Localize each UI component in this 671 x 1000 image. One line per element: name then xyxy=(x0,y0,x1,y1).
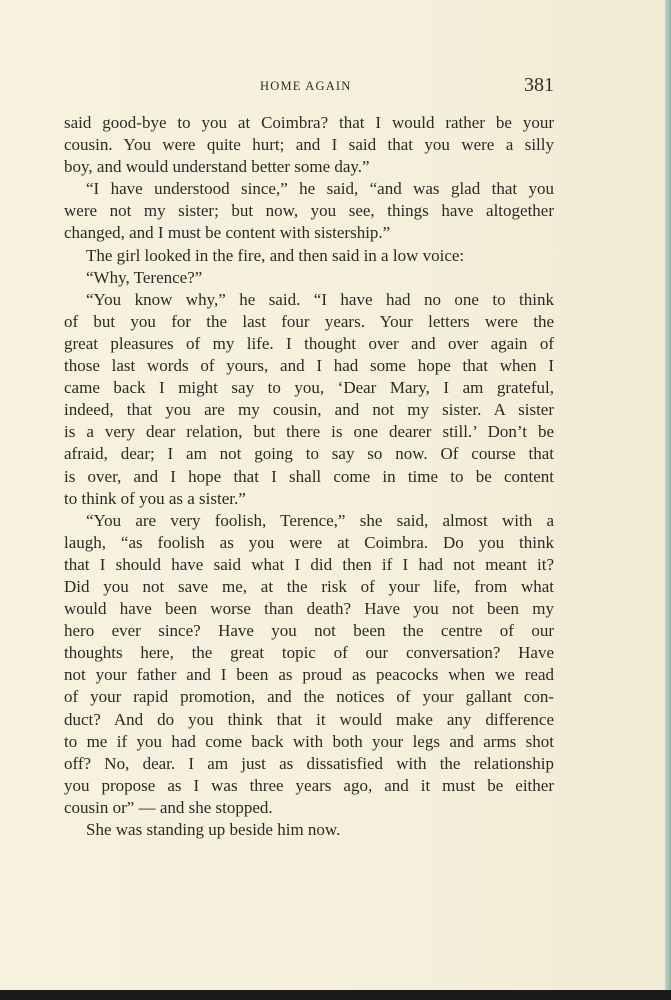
running-head: HOME AGAIN xyxy=(260,79,352,93)
text-line: of but you for the last four years. Your letters were the xyxy=(64,311,554,331)
text-line: great pleasures of my life. I thought over and over again of xyxy=(64,333,554,353)
text-line: of your rapid promotion, and the notices of your gallant con- xyxy=(64,687,554,707)
text-line: you propose as I was three years ago, and it must be either xyxy=(64,775,554,795)
text-line: afraid, dear; I am not going to say so now. Of course that xyxy=(64,444,554,464)
text-line: The girl looked in the fire, and then said in a low voice: xyxy=(86,245,465,265)
text-line: those last words of yours, and I had some hope that when I xyxy=(64,356,554,376)
text-line: “I have understood since,” he said, “and was glad that you xyxy=(86,179,554,199)
text-line: that I should have said what I did then if I had not meant it? xyxy=(64,554,554,574)
page-bottom-border xyxy=(0,990,671,1000)
text-line: She was standing up beside him now. xyxy=(86,820,341,839)
text-line: “You know why,” he said. “I have had no one to think xyxy=(86,289,554,309)
text-line: “Why, Terence?” xyxy=(86,267,203,287)
text-line: boy, and would understand better some day.” xyxy=(64,157,370,177)
page-edge xyxy=(665,0,671,1000)
text-line: to think of you as a sister.” xyxy=(64,488,246,508)
text-line: duct? And do you think that it would make any difference xyxy=(64,709,554,729)
text-line: is over, and I hope that I shall come in time to be content xyxy=(64,466,554,486)
text-line: would have been worse than death? Have you not been my xyxy=(64,599,554,619)
text-line: cousin or” — and she stopped. xyxy=(64,797,273,817)
text-line: Did you not save me, at the risk of your life, from what xyxy=(64,576,554,596)
text-line: “You are very foolish, Terence,” she said, almost with a xyxy=(86,510,554,530)
text-line: not your father and I been as proud as peacocks when we read xyxy=(64,665,554,685)
text-line: is a very dear relation, but there is one dearer still.’ Don’t be xyxy=(64,422,554,442)
text-line: thoughts here, the great topic of our conversation? Have xyxy=(64,643,554,663)
text-line: indeed, that you are my cousin, and not my sister. A sister xyxy=(64,400,554,420)
text-line: said good-bye to you at Coimbra? that I would rather be your xyxy=(64,113,554,132)
page-header xyxy=(60,76,554,100)
text-line: laugh, “as foolish as you were at Coimbra. Do you think xyxy=(64,532,554,552)
text-line: changed, and I must be content with sistership.” xyxy=(64,223,391,243)
text-line: were not my sister; but now, you see, things have altogether xyxy=(64,201,554,221)
text-line: came back I might say to you, ‘Dear Mary, I am grateful, xyxy=(64,378,554,398)
text-line: off? No, dear. I am just as dissatisfied with the relationship xyxy=(64,753,554,773)
body-text xyxy=(64,112,554,841)
text-line: to me if you had come back with both your legs and arms shot xyxy=(64,731,554,751)
text-line: hero ever since? Have you not been the centre of our xyxy=(64,621,554,641)
page-number: 381 xyxy=(524,74,554,96)
text-line: cousin. You were quite hurt; and I said that you were a silly xyxy=(64,135,554,155)
